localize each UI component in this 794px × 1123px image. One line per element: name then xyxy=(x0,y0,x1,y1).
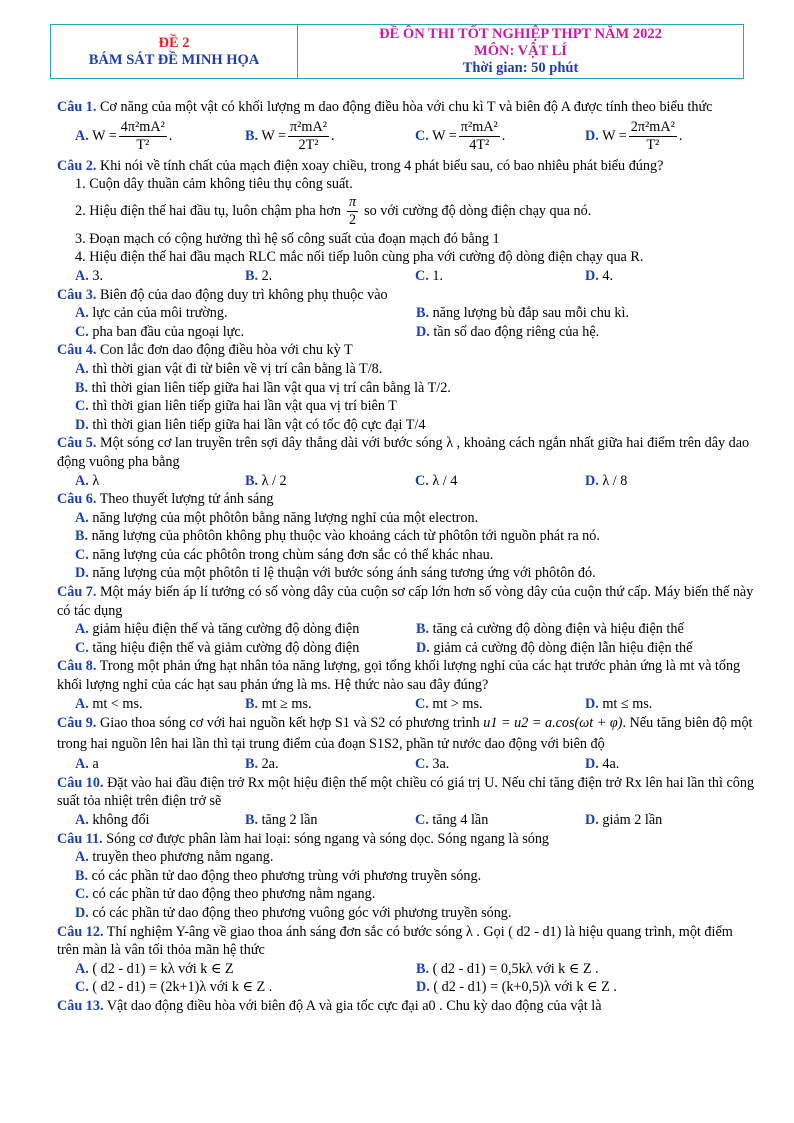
option-a[interactable] xyxy=(75,695,245,714)
fraction xyxy=(629,119,677,154)
option-letter: B. xyxy=(245,756,259,773)
option-text: 4. xyxy=(598,267,613,284)
option-b[interactable] xyxy=(245,472,415,491)
denominator: 4T² xyxy=(469,137,490,154)
option-letter: C. xyxy=(415,127,429,144)
option-a[interactable] xyxy=(75,304,416,323)
option-letter: D. xyxy=(75,565,89,582)
option-text: 4a. xyxy=(598,756,620,773)
option-d[interactable] xyxy=(416,323,757,342)
question-text: Vật dao động điều hòa với biên độ A và gia tốc cực đại a0 . Chu kỳ dao động của vật là xyxy=(103,997,602,1014)
statement-text: 2. Hiệu điện thế hai đầu tụ, luôn chậm pha hơn xyxy=(75,203,341,220)
option-c[interactable] xyxy=(75,639,416,658)
question-label: Câu 5. xyxy=(57,435,97,452)
question-9 xyxy=(57,713,757,755)
option-text: giảm cả cường độ dòng điện lẫn hiệu điện thế xyxy=(429,639,693,656)
option-letter: A. xyxy=(75,756,89,773)
question-13 xyxy=(57,997,757,1016)
option-letter: A. xyxy=(75,267,89,284)
question-list xyxy=(57,98,757,1016)
question-12 xyxy=(57,923,757,960)
option-letter: B. xyxy=(245,127,259,144)
question-label: Câu 2. xyxy=(57,157,97,174)
option-text: giảm hiệu điện thế và tăng cường độ dòng điện xyxy=(88,621,360,638)
option-letter: B. xyxy=(245,472,259,489)
option-letter: D. xyxy=(585,695,599,712)
option-text: không đổi xyxy=(88,812,150,828)
option-text: mt > ms. xyxy=(428,695,483,712)
option-end: . xyxy=(678,127,683,144)
option-a[interactable] xyxy=(75,267,245,286)
option-letter: A. xyxy=(75,127,89,144)
question-text: Đặt vào hai đầu điện trở Rx một hiệu điện thế một chiều có giá trị U. Nếu chỉ tăng điện trở Rx lên hai lần thì công suất tỏa nhiệt trên điện trở sẽ xyxy=(57,774,755,810)
option-letter: B. xyxy=(75,379,89,396)
option-c[interactable] xyxy=(415,811,585,830)
question-text: Trong một phản ứng hạt nhân tỏa năng lượng, gọi tổng khối lượng nghỉ của các hạt trước phản ứng là mt và tổng khối lượng nghỉ của các hạt sau phản ứng là ms. Hệ thức nào sau đây đúng? xyxy=(57,658,741,694)
option-text: λ / 4 xyxy=(428,472,458,489)
numerator: 4π²mA² xyxy=(120,119,165,136)
option-b[interactable] xyxy=(75,527,757,546)
option-text: thì thời gian vật đi từ biên về vị trí cân bằng là T/8. xyxy=(88,360,383,377)
option-letter: A. xyxy=(75,360,89,377)
option-text: 1. xyxy=(428,267,443,284)
question-3 xyxy=(57,286,757,305)
option-text: tăng hiệu điện thế và giảm cường độ dòng điện xyxy=(88,639,360,656)
option-text: 2a. xyxy=(258,756,279,773)
numerator: π²mA² xyxy=(460,119,498,136)
option-a[interactable] xyxy=(75,472,245,491)
option-letter: A. xyxy=(75,812,89,828)
option-text: a xyxy=(88,756,99,773)
exam-subject: MÔN: VẬT LÍ xyxy=(474,43,567,59)
option-letter: A. xyxy=(75,695,89,712)
question-label: Câu 4. xyxy=(57,342,97,359)
question-text: Thí nghiệm Y-âng về giao thoa ánh sáng đơn sắc có bước sóng λ . Gọi ( d2 - d1) là hiệu quang trình, một điểm trên màn là vân tối thỏa mãn hệ thức xyxy=(57,923,733,959)
option-end: . xyxy=(168,127,173,144)
option-letter: D. xyxy=(416,323,430,340)
option-a[interactable] xyxy=(75,360,757,379)
option-text: 2. xyxy=(258,267,273,284)
question-8 xyxy=(57,657,757,694)
question-label: Câu 10. xyxy=(57,774,104,791)
option-text: thì thời gian liên tiếp giữa hai lần vật có tốc độ cực đại T/4 xyxy=(88,416,426,433)
option-text: ( d2 - d1) = (2k+1)λ với k ∈ Z . xyxy=(88,979,273,996)
option-letter: C. xyxy=(75,398,89,415)
question-text: Biên độ của dao động duy trì không phụ thuộc vào xyxy=(96,286,388,303)
question-9-options xyxy=(75,755,757,774)
question-label: Câu 7. xyxy=(57,584,97,601)
option-letter: D. xyxy=(416,639,430,656)
option-letter: D. xyxy=(585,812,599,828)
option-text: có các phần tử dao động theo phương trùng với phương truyền sóng. xyxy=(88,867,482,884)
question-12-options-row2 xyxy=(75,978,757,997)
option-b[interactable] xyxy=(245,811,415,830)
option-letter: D. xyxy=(75,416,89,433)
option-a[interactable] xyxy=(75,755,245,774)
option-d[interactable] xyxy=(416,639,757,658)
option-letter: A. xyxy=(75,305,89,322)
option-c[interactable] xyxy=(415,119,585,154)
option-text: giảm 2 lần xyxy=(598,812,663,828)
question-1-options xyxy=(75,117,757,157)
option-a[interactable] xyxy=(75,811,245,830)
option-text: tần số dao động riêng của hệ. xyxy=(429,323,600,340)
option-letter: D. xyxy=(585,127,599,144)
option-letter: C. xyxy=(415,695,429,712)
option-text: λ / 2 xyxy=(258,472,287,489)
option-letter: B. xyxy=(75,528,89,545)
option-letter: C. xyxy=(75,979,89,996)
question-label: Câu 1. xyxy=(57,99,97,115)
option-letter: B. xyxy=(75,867,89,884)
option-text: 3. xyxy=(88,267,103,284)
option-letter: D. xyxy=(75,904,89,921)
option-text: λ / 8 xyxy=(598,472,628,489)
denominator: 2 xyxy=(348,212,357,229)
denominator: T² xyxy=(136,137,150,154)
question-text: Cơ năng của một vật có khối lượng m dao động điều hòa với chu kì T và biên độ A được tính theo biểu thức xyxy=(96,99,713,115)
option-letter: D. xyxy=(416,979,430,996)
option-c[interactable] xyxy=(415,472,585,491)
option-d[interactable] xyxy=(416,978,757,997)
question-3-options-row2 xyxy=(75,323,757,342)
option-b[interactable] xyxy=(245,695,415,714)
numerator: 2π²mA² xyxy=(630,119,675,136)
option-letter: B. xyxy=(245,267,259,284)
option-c[interactable] xyxy=(75,978,416,997)
option-text: mt < ms. xyxy=(88,695,143,712)
option-b[interactable] xyxy=(416,620,757,639)
question-12-options-row1 xyxy=(75,960,757,979)
option-d[interactable] xyxy=(585,472,755,491)
option-b[interactable] xyxy=(245,119,415,154)
option-letter: A. xyxy=(75,472,89,489)
statement-1: 1. Cuộn dây thuần cảm không tiêu thụ công suất. xyxy=(75,176,353,193)
option-end: . xyxy=(330,127,335,144)
option-d[interactable] xyxy=(585,267,755,286)
question-1 xyxy=(57,98,757,117)
statement-3: 3. Đoạn mạch có cộng hưởng thì hệ số công suất của đoạn mạch đó bằng 1 xyxy=(75,230,500,247)
option-c[interactable] xyxy=(415,755,585,774)
option-text: tăng cả cường độ dòng điện và hiệu điện thế xyxy=(429,621,684,638)
option-d[interactable] xyxy=(585,811,755,830)
question-3-options-row1 xyxy=(75,304,757,323)
option-letter: D. xyxy=(585,472,599,489)
option-a[interactable] xyxy=(75,119,245,154)
option-letter: C. xyxy=(75,639,89,656)
option-end: . xyxy=(501,127,506,144)
numerator: π²mA² xyxy=(290,119,327,136)
option-c[interactable] xyxy=(75,397,757,416)
option-b[interactable] xyxy=(75,867,757,886)
question-text: Khi nói về tính chất của mạch điện xoay chiều, trong 4 phát biểu sau, có bao nhiêu phát biểu đúng? xyxy=(96,157,664,174)
option-a[interactable] xyxy=(75,509,757,528)
option-c[interactable] xyxy=(415,267,585,286)
option-letter: C. xyxy=(415,267,429,284)
option-text: pha ban đầu của ngoại lực. xyxy=(88,323,245,340)
option-d[interactable] xyxy=(585,695,755,714)
question-5 xyxy=(57,434,757,471)
option-a[interactable] xyxy=(75,848,757,867)
fraction xyxy=(288,119,329,154)
numerator: π xyxy=(348,194,357,211)
question-text: Một máy biến áp lí tưởng có số vòng dây của cuộn sơ cấp lớn hơn số vòng dây của cuộn thứ cấp. Máy biến thế này có tác dụng xyxy=(57,584,754,619)
option-text: 3a. xyxy=(428,756,450,773)
question-text: Giao thoa sóng cơ với hai nguồn kết hợp S1 và S2 có phương trình xyxy=(96,715,484,732)
option-b[interactable] xyxy=(416,960,757,979)
question-label: Câu 6. xyxy=(57,491,97,508)
statement-text: so với cường độ dòng điện chạy qua nó. xyxy=(364,203,592,220)
option-b[interactable] xyxy=(416,304,757,323)
question-label: Câu 12. xyxy=(57,923,104,940)
option-a[interactable] xyxy=(75,620,416,639)
question-label: Câu 8. xyxy=(57,658,97,675)
option-letter: C. xyxy=(415,756,429,773)
option-letter: C. xyxy=(75,323,89,340)
option-b[interactable] xyxy=(245,755,415,774)
option-d[interactable] xyxy=(75,416,757,435)
option-text: ( d2 - d1) = 0,5kλ với k ∈ Z . xyxy=(429,960,599,977)
option-text: năng lượng của một phôtôn tỉ lệ thuận với bước sóng ánh sáng tương ứng với phôtôn đó. xyxy=(88,565,596,582)
option-letter: B. xyxy=(416,960,430,977)
option-letter: A. xyxy=(75,960,89,977)
option-c[interactable] xyxy=(75,885,757,904)
option-text: năng lượng bù đắp sau mỗi chu kì. xyxy=(429,305,630,322)
option-letter: C. xyxy=(75,886,89,903)
option-text: năng lượng của một phôtôn bằng năng lượng nghỉ của một electron. xyxy=(88,509,479,526)
option-letter: A. xyxy=(75,849,89,866)
question-text: Con lắc đơn dao động điều hòa với chu kỳ T xyxy=(96,342,353,359)
option-letter: C. xyxy=(75,546,89,563)
fraction xyxy=(347,194,358,229)
exam-header xyxy=(50,24,744,79)
question-label: Câu 3. xyxy=(57,286,97,303)
question-text: Sóng cơ được phân làm hai loại: sóng ngang và sóng dọc. Sóng ngang là sóng xyxy=(102,830,550,847)
exam-code: ĐỀ 2 xyxy=(158,34,190,51)
option-c[interactable] xyxy=(75,323,416,342)
option-b[interactable] xyxy=(245,267,415,286)
option-d[interactable] xyxy=(75,904,757,923)
question-text-continued: . Nếu tăng biên độ một trong hai nguồn lên hai lần thì tại trung điểm của đoạn S1S2, phần tử nước dao động với biên độ xyxy=(57,715,753,753)
option-text: tăng 2 lần xyxy=(258,812,318,828)
exam-title: ĐỀ ÔN THI TỐT NGHIỆP THPT NĂM 2022 xyxy=(379,26,662,42)
fraction xyxy=(119,119,167,154)
question-label: Câu 9. xyxy=(57,715,97,732)
question-6 xyxy=(57,490,757,509)
question-text: Theo thuyết lượng tử ánh sáng xyxy=(96,491,274,508)
option-text: lực cản của môi trường. xyxy=(88,305,228,322)
option-d[interactable] xyxy=(75,564,757,583)
option-letter: B. xyxy=(245,695,259,712)
option-a[interactable] xyxy=(75,960,416,979)
option-letter: B. xyxy=(245,812,259,828)
option-letter: A. xyxy=(75,621,89,638)
option-text: năng lượng của các phôtôn trong chùm sáng đơn sắc có thể khác nhau. xyxy=(88,546,494,563)
option-letter: D. xyxy=(585,267,599,284)
denominator: T² xyxy=(646,137,660,154)
option-letter: D. xyxy=(585,756,599,773)
question-7-options-row2 xyxy=(75,639,757,658)
option-text: có các phần tử dao động theo phương vuông góc với phương truyền sóng. xyxy=(88,904,512,921)
option-d[interactable] xyxy=(585,755,755,774)
statement-2 xyxy=(75,194,757,230)
option-text: tăng 4 lần xyxy=(428,812,489,828)
fraction xyxy=(459,119,500,154)
question-4 xyxy=(57,341,757,360)
option-c[interactable] xyxy=(75,546,757,565)
header-left xyxy=(51,25,298,78)
question-7-options-row1 xyxy=(75,620,757,639)
option-letter: A. xyxy=(75,509,89,526)
question-7 xyxy=(57,583,757,620)
question-8-options xyxy=(75,695,757,714)
question-5-options xyxy=(75,472,757,491)
exam-subtitle: BÁM SÁT ĐỀ MINH HỌA xyxy=(88,51,260,68)
question-11 xyxy=(57,830,757,849)
question-label: Câu 11. xyxy=(57,830,103,847)
option-letter: C. xyxy=(415,472,429,489)
option-text: ( d2 - d1) = kλ với k ∈ Z xyxy=(88,960,234,977)
option-text: năng lượng của phôtôn không phụ thuộc vào khoảng cách từ phôtôn tới nguồn phát ra nó. xyxy=(88,528,600,545)
option-text: có các phần tử dao động theo phương nằm ngang. xyxy=(88,886,376,903)
option-text: ( d2 - d1) = (k+0,5)λ với k ∈ Z . xyxy=(429,979,617,996)
option-d[interactable] xyxy=(585,119,755,154)
question-2 xyxy=(57,157,757,176)
option-text: mt ≥ ms. xyxy=(258,695,312,712)
option-lhs: W = xyxy=(602,127,627,144)
denominator: 2T² xyxy=(298,137,319,154)
option-text: thì thời gian liên tiếp giữa hai lần vật qua vị trí cân bằng là T/2. xyxy=(88,379,451,396)
option-c[interactable] xyxy=(415,695,585,714)
option-lhs: W = xyxy=(92,127,117,144)
option-lhs: W = xyxy=(261,127,286,144)
option-letter: B. xyxy=(416,621,430,638)
option-text: λ xyxy=(88,472,100,489)
statement-4: 4. Hiệu điện thế hai đầu mạch RLC mắc nối tiếp luôn cùng pha với cường độ dòng điện chạy qua R. xyxy=(75,249,644,266)
option-letter: C. xyxy=(415,812,429,828)
option-text: thì thời gian liên tiếp giữa hai lần vật qua vị trí biên T xyxy=(88,398,397,415)
question-label: Câu 13. xyxy=(57,997,104,1014)
option-letter: B. xyxy=(416,305,430,322)
option-text: mt ≤ ms. xyxy=(598,695,653,712)
question-10-options xyxy=(75,811,757,830)
option-lhs: W = xyxy=(432,127,457,144)
option-b[interactable] xyxy=(75,379,757,398)
wave-formula: u1 = u2 = a.cos(ωt + φ) xyxy=(483,715,623,732)
question-10 xyxy=(57,774,757,811)
option-text: truyền theo phương nằm ngang. xyxy=(88,849,274,866)
question-text: Một sóng cơ lan truyền trên sợi dây thẳng dài với bước sóng λ , khoảng cách ngắn nhất giữa hai điểm trên dây dao động vuông pha bằng xyxy=(57,435,750,470)
exam-duration: Thời gian: 50 phút xyxy=(462,60,579,76)
question-2-options xyxy=(75,267,757,286)
header-right xyxy=(298,25,743,78)
